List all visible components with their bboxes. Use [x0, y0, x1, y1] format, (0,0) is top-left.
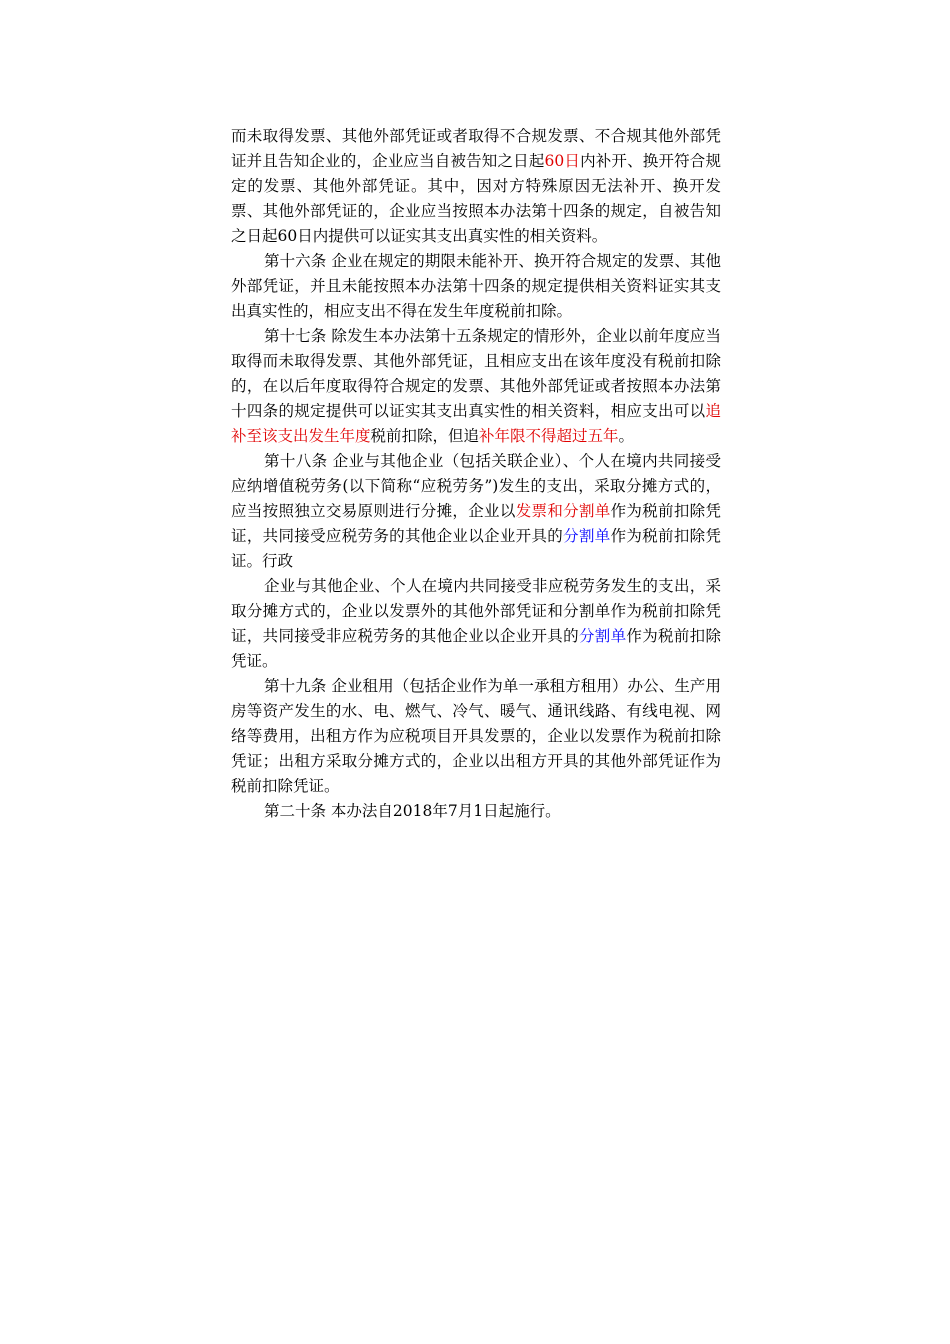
text-segment: 而未取得发票、其他外部凭证或者取得不合规发票、不合规其他外部凭证并且告知企业的，企业应当自被告知之日起 [231, 127, 721, 170]
highlight-blue-split-sheet: 分割单 [563, 527, 611, 545]
article-16 [231, 249, 721, 324]
highlight-red-retroactive: 追补至该支出发生年度 [231, 402, 721, 445]
text-segment: 第十九条 企业租用（包括企业作为单一承租方租用）办公、生产用房等资产发生的水、电、燃气、冷气、暖气、通讯线路、有线电视、网络等费用，出租方作为应税项目开具发票的，企业以发票作为税前扣除凭证；出租方采取分摊方式的，企业以出租方开具的其他外部凭证作为税前扣除凭证。 [231, 677, 721, 795]
text-segment: 作为税前扣除凭证。行政 [231, 527, 721, 570]
text-segment: 第十七条 除发生本办法第十五条规定的情形外，企业以前年度应当取得而未取得发票、其他外部凭证，且相应支出在该年度没有税前扣除的，在以后年度取得符合规定的发票、其他外部凭证或者按照本办法第十四条的规定提供可以证实其支出真实性的相关资料，相应支出可以 [231, 327, 721, 420]
article-18 [231, 449, 721, 574]
article-19 [231, 674, 721, 799]
article-20 [231, 799, 721, 824]
highlight-red-60-days: 60日 [544, 152, 581, 170]
highlight-blue-split-sheet: 分割单 [578, 627, 627, 645]
article-18-second-paragraph [231, 574, 721, 674]
text-segment: 作为税前扣除凭证。 [231, 627, 721, 670]
text-segment: 内补开、换开符合规定的发票、其他外部凭证。其中，因对方特殊原因无法补开、换开发票、其他外部凭证的，企业应当按照本办法第十四条的规定，自被告知之日起60日内提供可以证实其支出真实性的相关资料。 [231, 152, 721, 245]
text-segment: 税前扣除，但追 [370, 427, 480, 445]
text-segment: 第十八条 企业与其他企业（包括关联企业）、个人在境内共同接受应纳增值税劳务(以下简称“应税劳务”)发生的支出，采取分摊方式的，应当按照独立交易原则进行分摊，企业以 [231, 452, 721, 520]
highlight-red-invoice-and-split: 发票和分割单 [515, 502, 611, 520]
document-body [231, 124, 721, 824]
paragraph-continuation [231, 124, 721, 249]
text-segment: 第二十条 本办法自2018年7月1日起施行。 [264, 802, 561, 820]
text-segment: 。 [618, 427, 635, 445]
highlight-red-five-years: 补年限不得超过五年 [479, 427, 619, 445]
text-segment: 作为税前扣除凭证，共同接受应税劳务的其他企业以企业开具的 [231, 502, 721, 545]
article-17 [231, 324, 721, 449]
text-segment: 第十六条 企业在规定的期限未能补开、换开符合规定的发票、其他外部凭证，并且未能按照本办法第十四条的规定提供相关资料证实其支出真实性的，相应支出不得在发生年度税前扣除。 [231, 252, 721, 320]
text-segment: 企业与其他企业、个人在境内共同接受非应税劳务发生的支出，采取分摊方式的，企业以发票外的其他外部凭证和分割单作为税前扣除凭证，共同接受非应税劳务的其他企业以企业开具的 [231, 577, 721, 645]
